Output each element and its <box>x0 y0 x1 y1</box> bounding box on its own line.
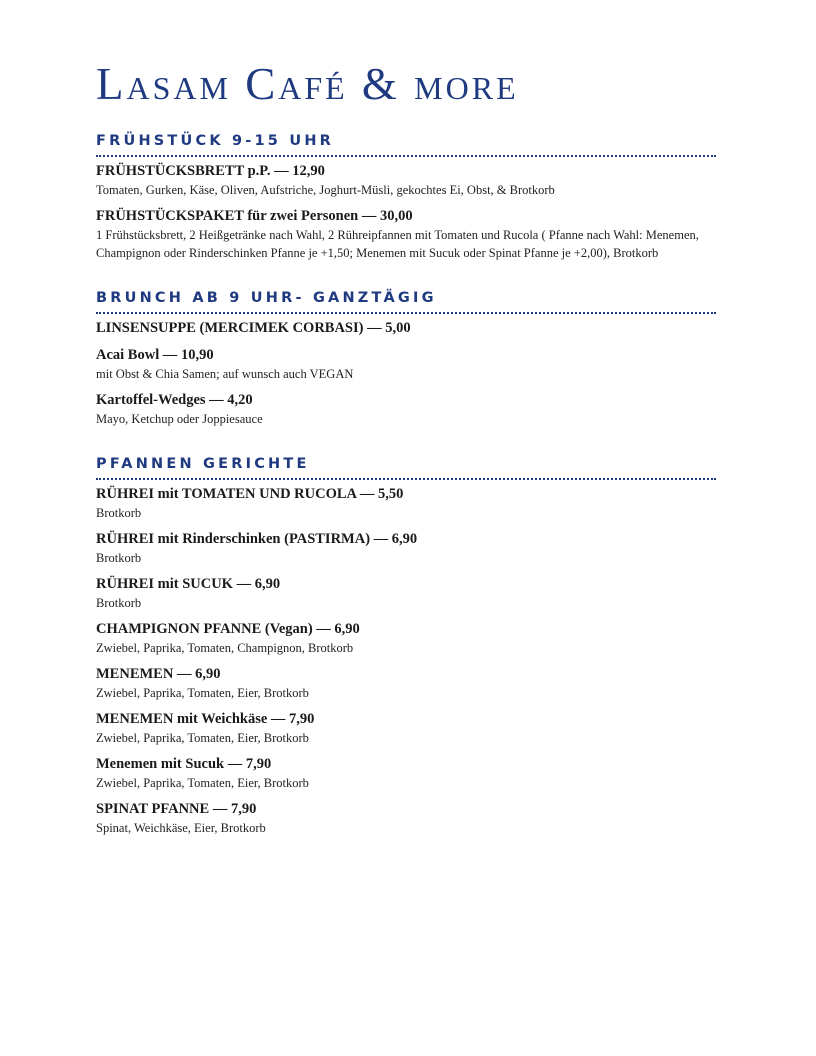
section-heading: BRUNCH AB 9 UHR- GANZTÄGIG <box>96 288 716 314</box>
menu-item-description: Zwiebel, Paprika, Tomaten, Eier, Brotkorb <box>96 776 309 790</box>
menu-item <box>96 710 716 747</box>
menu-item <box>96 162 716 199</box>
section-heading: PFANNEN GERICHTE <box>96 454 716 480</box>
menu-item-description: 1 Frühstücksbrett, 2 Heißgetränke nach Wahl, 2 Rühreipfannen mit Tomaten und Rucola ( Pfanne nach Wahl: Menemen, Champignon oder Rinderschinken Pfanne je +1,50; Menemen mit Sucuk oder Spinat Pfanne je +2,00), Brotkorb <box>96 228 699 260</box>
menu-item <box>96 800 716 837</box>
menu-item-description: Zwiebel, Paprika, Tomaten, Eier, Brotkorb <box>96 686 309 700</box>
menu-item-name: CHAMPIGNON PFANNE (Vegan) — 6,90 <box>96 621 360 637</box>
menu-item-description: Brotkorb <box>96 506 142 520</box>
menu-page <box>96 59 716 845</box>
section-fruehstueck <box>96 131 716 262</box>
menu-item-name: MENEMEN — 6,90 <box>96 666 221 682</box>
menu-item-name: LINSENSUPPE (MERCIMEK CORBASI) — 5,00 <box>96 320 411 336</box>
menu-item-name: FRÜHSTÜCKSBRETT p.P. — 12,90 <box>96 163 325 179</box>
menu-item <box>96 207 716 262</box>
menu-item-description: Tomaten, Gurken, Käse, Oliven, Aufstriche, Joghurt-Müsli, gekochtes Ei, Obst, & Brotkorb <box>96 183 555 197</box>
section-pfannen <box>96 454 716 837</box>
menu-item <box>96 346 716 383</box>
menu-item-name: FRÜHSTÜCKSPAKET für zwei Personen — 30,00 <box>96 208 413 224</box>
menu-item-list <box>96 485 716 837</box>
section-brunch <box>96 288 716 428</box>
menu-item-list <box>96 162 716 262</box>
menu-item-description: Zwiebel, Paprika, Tomaten, Eier, Brotkorb <box>96 731 309 745</box>
menu-item-list <box>96 319 716 428</box>
menu-item-description: Brotkorb <box>96 596 142 610</box>
menu-item <box>96 485 716 522</box>
menu-item-name: SPINAT PFANNE — 7,90 <box>96 801 257 817</box>
menu-item <box>96 530 716 567</box>
menu-item-name: Menemen mit Sucuk — 7,90 <box>96 756 272 772</box>
menu-item <box>96 665 716 702</box>
menu-item-name: RÜHREI mit SUCUK — 6,90 <box>96 576 281 592</box>
menu-item-name: RÜHREI mit Rinderschinken (PASTIRMA) — 6,90 <box>96 531 418 547</box>
menu-item-name: RÜHREI mit TOMATEN UND RUCOLA — 5,50 <box>96 486 404 502</box>
menu-item <box>96 620 716 657</box>
menu-item-name: MENEMEN mit Weichkäse — 7,90 <box>96 711 315 727</box>
menu-item <box>96 755 716 792</box>
menu-item-name: Acai Bowl — 10,90 <box>96 347 214 363</box>
menu-item <box>96 391 716 428</box>
menu-title: Lasam Café & more <box>96 59 519 109</box>
menu-item-name: Kartoffel-Wedges — 4,20 <box>96 392 253 408</box>
menu-item <box>96 319 716 338</box>
menu-item-description: Zwiebel, Paprika, Tomaten, Champignon, Brotkorb <box>96 641 354 655</box>
menu-item-description: mit Obst & Chia Samen; auf wunsch auch VEGAN <box>96 367 354 381</box>
menu-item <box>96 575 716 612</box>
menu-item-description: Brotkorb <box>96 551 142 565</box>
section-heading: FRÜHSTÜCK 9-15 UHR <box>96 131 716 157</box>
menu-item-description: Mayo, Ketchup oder Joppiesauce <box>96 412 263 426</box>
menu-item-description: Spinat, Weichkäse, Eier, Brotkorb <box>96 821 266 835</box>
